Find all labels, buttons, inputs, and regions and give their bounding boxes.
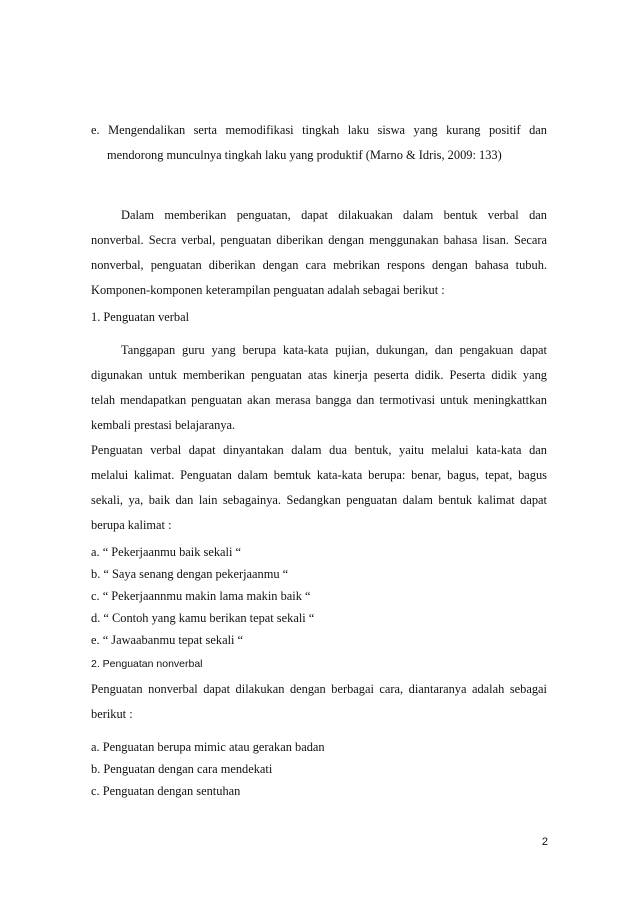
nonverbal-list-item-a: a. Penguatan berupa mimic atau gerakan badan — [91, 740, 325, 754]
paragraph-2-line-2: digunakan untuk memberikan penguatan atas kinerja peserta didik. Peserta didik yang — [91, 368, 547, 382]
list-item-c: c. “ Pekerjaannmu makin lama makin baik “ — [91, 589, 311, 603]
paragraph-3-line-3: sekali, ya, baik dan lain sebagainya. Sedangkan penguatan dalam bentuk kalimat dapat — [91, 493, 547, 507]
list-item-e-line-2: mendorong munculnya tingkah laku yang produktif (Marno & Idris, 2009: 133) — [107, 148, 502, 162]
paragraph-1-line-4: Komponen-komponen keterampilan penguatan adalah sebagai berikut : — [91, 283, 445, 297]
heading-penguatan-verbal: 1. Penguatan verbal — [91, 310, 190, 324]
list-item-e-line-1: e. Mengendalikan serta memodifikasi tingkah laku siswa yang kurang positif dan — [91, 123, 547, 137]
list-item-d: d. “ Contoh yang kamu berikan tepat sekali “ — [91, 611, 315, 625]
paragraph-3-line-2: melalui kalimat. Penguatan dalam bemtuk kata-kata berupa: benar, bagus, tepat, bagus — [91, 468, 547, 482]
paragraph-1-line-3: nonverbal, penguatan diberikan dengan cara mebrikan respons dengan bahasa tubuh. — [91, 258, 547, 272]
paragraph-4-line-1: Penguatan nonverbal dapat dilakukan dengan berbagai cara, diantaranya adalah sebagai — [91, 682, 547, 696]
paragraph-3-line-1: Penguatan verbal dapat dinyantakan dalam dua bentuk, yaitu melalui kata-kata dan — [91, 443, 547, 457]
nonverbal-list-item-b: b. Penguatan dengan cara mendekati — [91, 762, 273, 776]
paragraph-1-line-1: Dalam memberikan penguatan, dapat dilakuakan dalam bentuk verbal dan — [121, 208, 547, 222]
paragraph-2-line-1: Tanggapan guru yang berupa kata-kata pujian, dukungan, dan pengakuan dapat — [121, 343, 547, 357]
list-item-b: b. “ Saya senang dengan pekerjaanmu “ — [91, 567, 289, 581]
paragraph-2-line-4: kembali prestasi belajaranya. — [91, 418, 236, 432]
paragraph-3-line-4: berupa kalimat : — [91, 518, 172, 532]
nonverbal-list-item-c: c. Penguatan dengan sentuhan — [91, 784, 241, 798]
paragraph-4-line-2: berikut : — [91, 707, 133, 721]
paragraph-1-line-2: nonverbal. Secra verbal, penguatan diberikan dengan menggunakan bahasa lisan. Secara — [91, 233, 547, 247]
list-item-e: e. “ Jawaabanmu tepat sekali “ — [91, 633, 244, 647]
heading-penguatan-nonverbal: 2. Penguatan nonverbal — [91, 658, 203, 670]
paragraph-2-line-3: telah mendapatkan penguatan akan merasa bangga dan termotivasi untuk meningkattkan — [91, 393, 547, 407]
page-number: 2 — [541, 836, 548, 848]
list-item-a: a. “ Pekerjaanmu baik sekali “ — [91, 545, 242, 559]
